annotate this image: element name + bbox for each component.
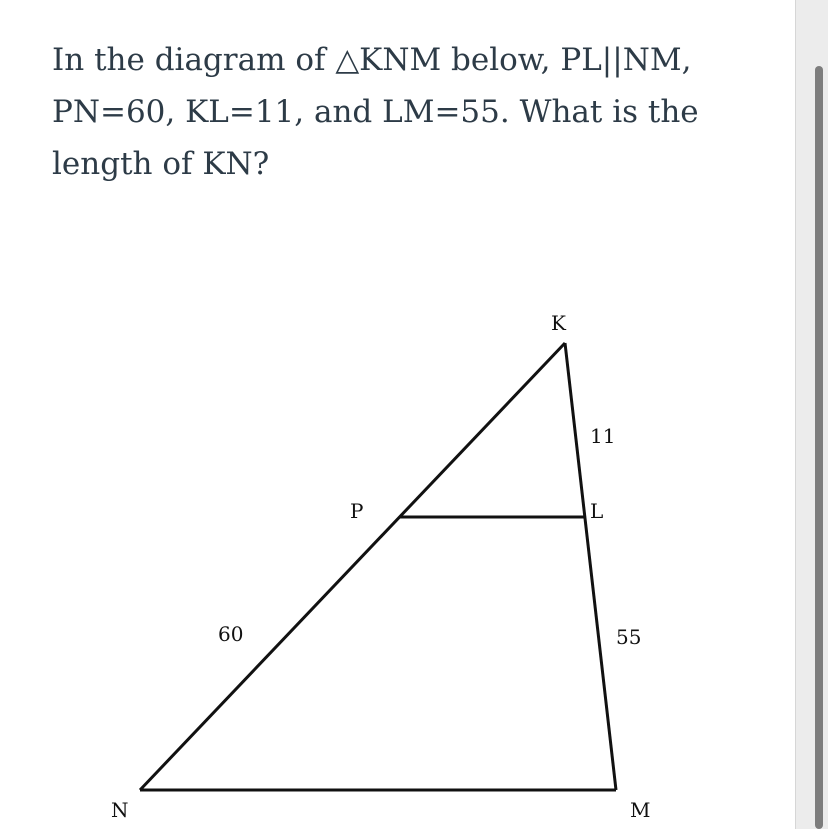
question-text: In the diagram of △KNM below, PL||NM, PN=60, KL=11, and LM=55. What is the length of KN? [52, 42, 699, 182]
scrollbar-thumb[interactable] [815, 66, 823, 829]
side-label-lm: 55 [616, 625, 642, 649]
vertex-label-m: M [630, 798, 651, 822]
vertex-label-k: K [551, 311, 566, 335]
scrollbar-track[interactable] [795, 0, 828, 829]
vertex-label-p: P [350, 499, 364, 523]
side-label-pn: 60 [218, 622, 244, 646]
segment-km [565, 343, 616, 790]
side-label-kl: 11 [590, 424, 616, 448]
segment-kn [140, 343, 565, 790]
vertex-label-n: N [111, 798, 129, 822]
vertex-label-l: L [590, 499, 604, 523]
